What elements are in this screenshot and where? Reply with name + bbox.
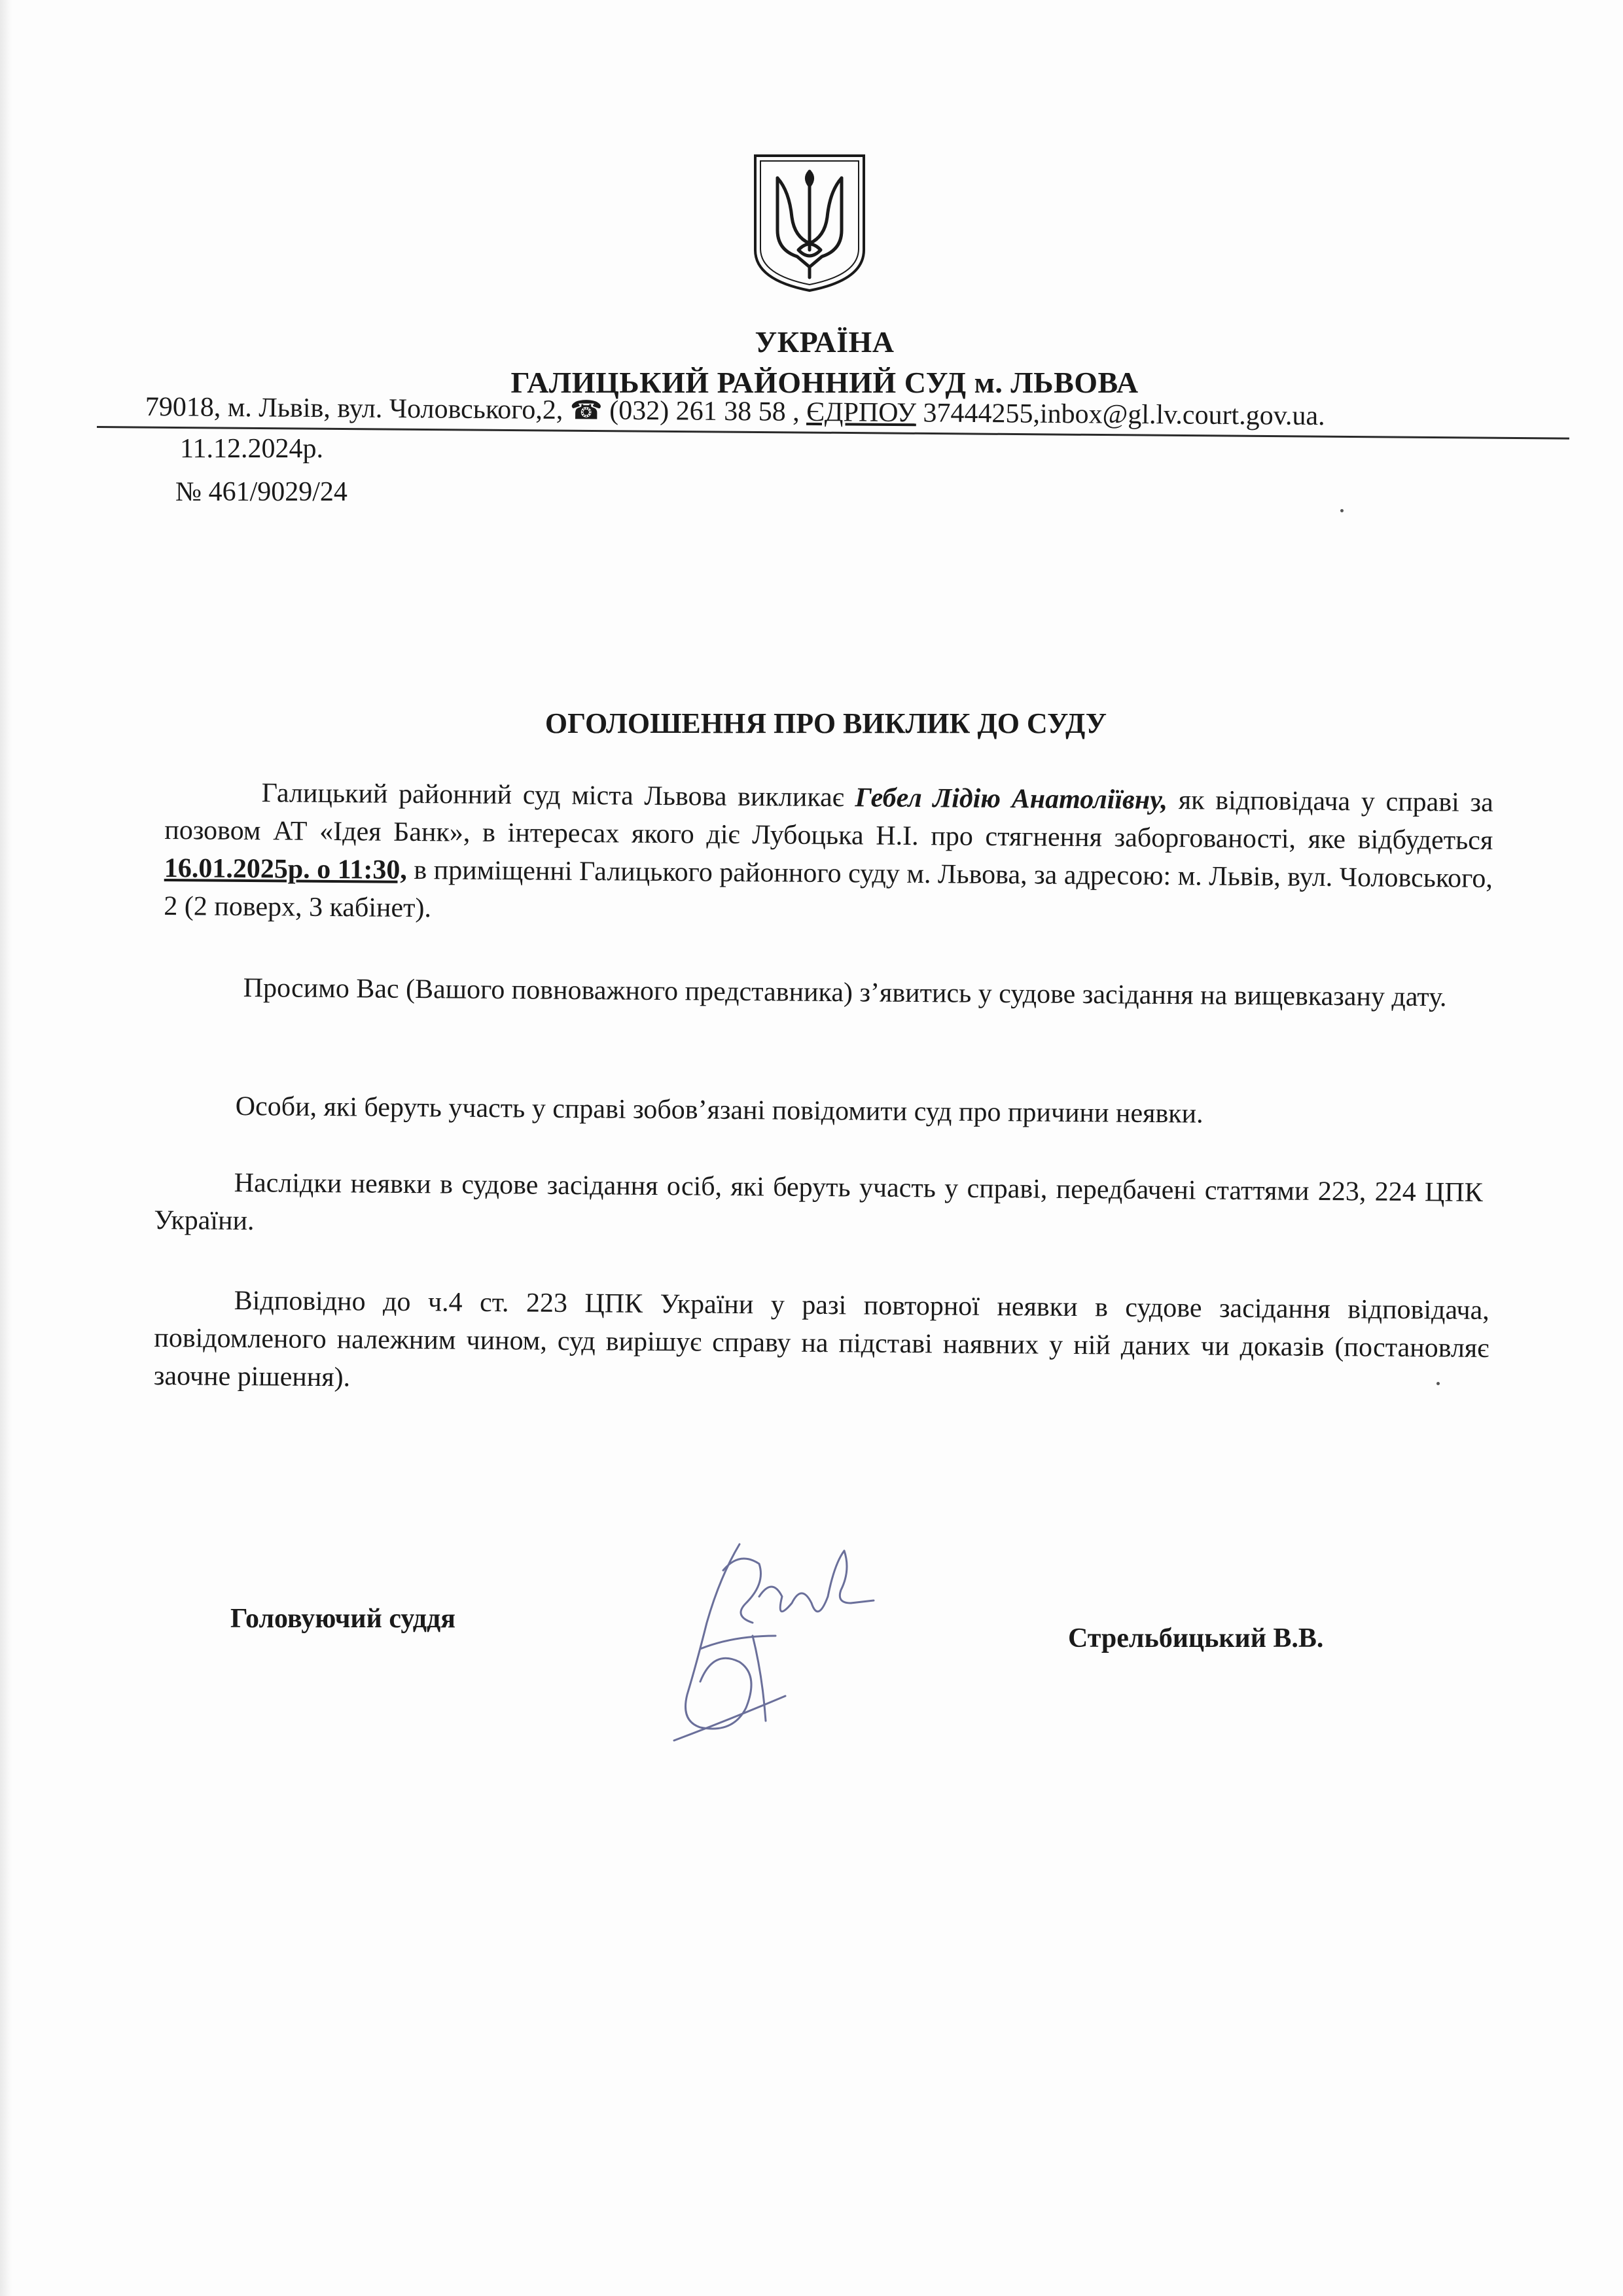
summons-text-a: Галицький районний суд міста Львова викликає bbox=[261, 778, 855, 813]
paragraph-consequences: Наслідки неявки в судове засідання осіб, які беруть участь у справі, передбачені статтями 223, 224 ЦПК України. bbox=[154, 1167, 1483, 1237]
scan-speck bbox=[1436, 1382, 1440, 1385]
defendant-name: Гебел Лідію Анатоліївну, bbox=[855, 783, 1168, 816]
summons-text-c: в приміщенні Галицького районного суду м. Львова, за адресою: м. Львів, вул. Чоловського, 2 (2 поверх, 3 кабінет). bbox=[164, 855, 1493, 924]
signatory-name: Стрельбицький В.В. bbox=[1068, 1623, 1324, 1653]
document-title: ОГОЛОШЕННЯ ПРО ВИКЛИК ДО СУДУ bbox=[544, 707, 1107, 739]
scan-edge-shadow bbox=[0, 0, 12, 2296]
case-number: № 461/9029/24 bbox=[175, 477, 348, 507]
coat-of-arms-icon bbox=[751, 152, 868, 293]
edrpou-and-email: 37444255,inbox@gl.lv.court.gov.ua. bbox=[916, 398, 1325, 432]
summons-text-b: як відповідача у справі за позовом АТ «Ідея Банк», в інтересах якого діє Лубоцька Н.І. про стягнення заборгованості, яке відбудеться bbox=[164, 785, 1493, 856]
court-name-heading: ГАЛИЦЬКИЙ РАЙОННИЙ СУД м. ЛЬВОВА bbox=[510, 366, 1139, 399]
telephone-icon: ☎ bbox=[569, 395, 603, 425]
country-heading: УКРАЇНА bbox=[755, 325, 895, 359]
document-date: 11.12.2024р. bbox=[180, 434, 323, 464]
phone-number: (032) 261 38 58 , bbox=[602, 395, 807, 427]
hearing-datetime: 16.01.2025р. о 11:30, bbox=[164, 853, 408, 885]
address-text: 79018, м. Львів, вул. Чоловського,2, bbox=[145, 391, 571, 426]
paragraph-summons bbox=[164, 773, 1493, 936]
paragraph-obligation: Особи, які беруть участь у справі зобов’язані повідомити суд про причини неявки. bbox=[235, 1091, 1204, 1129]
handwritten-signature bbox=[661, 1525, 877, 1767]
scan-speck bbox=[1340, 509, 1344, 512]
paragraph-request: Просимо Вас (Вашого повноважного представника) з’явитись у судове засідання на вищевказану дату. bbox=[243, 972, 1447, 1013]
edrpou-label: ЄДРПОУ bbox=[806, 397, 917, 429]
signatory-role: Головуючий суддя bbox=[230, 1604, 455, 1634]
paragraph-default-judgment: Відповідно до ч.4 ст. 223 ЦПК України у разі повторної неявки в судове засідання відповідача, повідомленого належним чином, суд вирішує справу на підставі наявних у ній даних чи доказів (постановляє заочне рішення). bbox=[153, 1285, 1489, 1393]
